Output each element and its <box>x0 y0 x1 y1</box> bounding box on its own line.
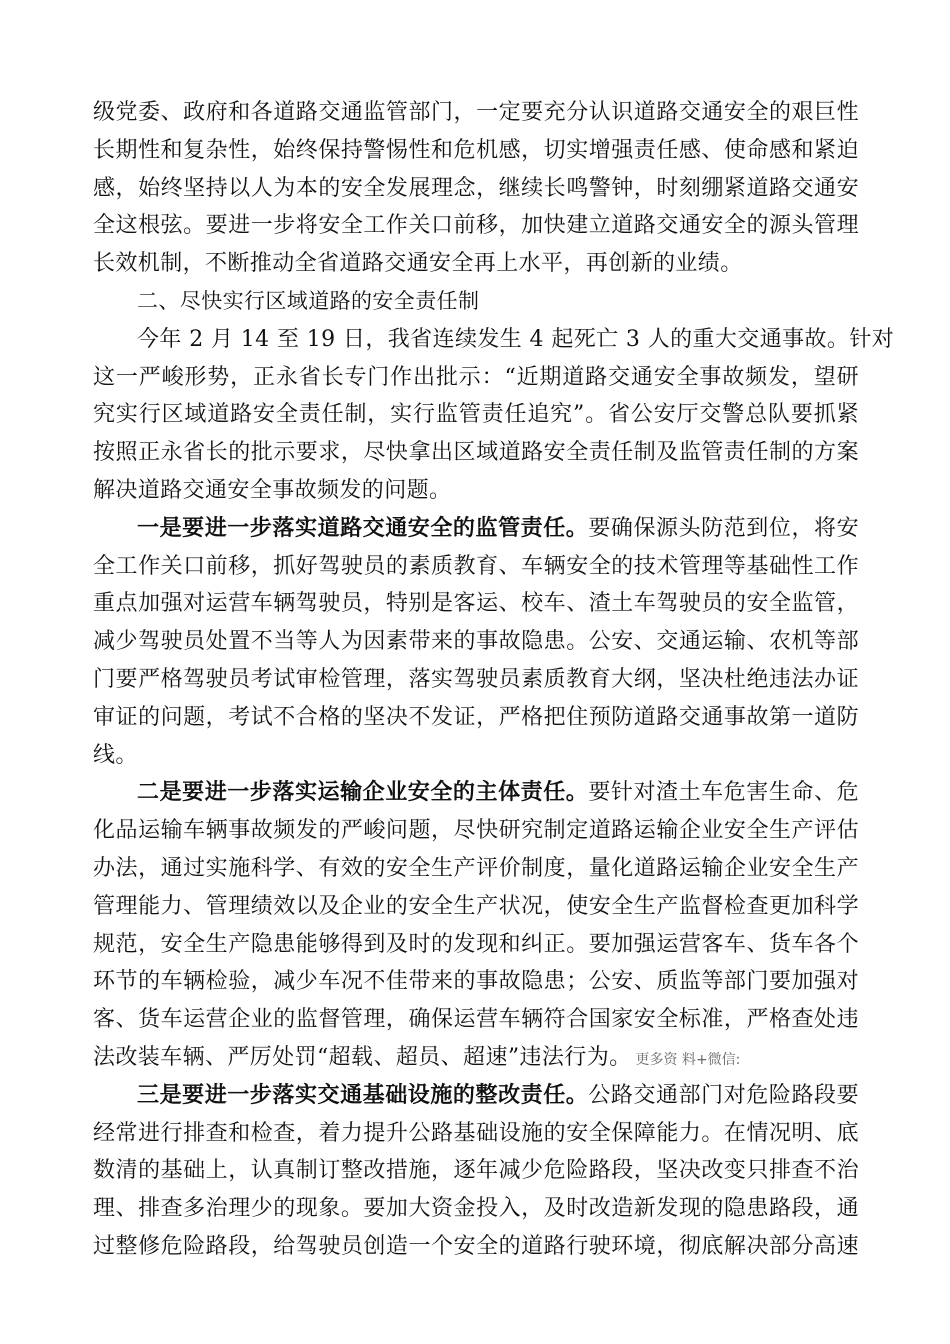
text-line: 感，始终坚持以人为本的安全发展理念，继续长鸣警钟，时刻绷紧道路交通安 <box>93 175 859 201</box>
point-one-paragraph <box>93 510 859 775</box>
text-line: 管理能力、管理绩效以及企业的安全生产状况，使安全生产监督检查更加科学 <box>93 893 859 919</box>
point-three-lead: 三是要进一步落实交通基础设施的整改责任。 <box>137 1081 589 1108</box>
text-line: 数清的基础上，认真制订整改措施，逐年减少危险路段，坚决改变只排查不治 <box>93 1158 859 1184</box>
text-line: 审证的问题，考试不合格的坚决不发证，严格把住预防道路交通事故第一道防 <box>93 704 859 730</box>
text-line: 客、货车运营企业的监督管理，确保运营车辆符合国家安全标准，严格查处违 <box>93 1007 859 1033</box>
point-one-first-rest: 要确保源头防范到位，将安 <box>588 515 859 541</box>
text-line: 按照正永省长的批示要求，尽快拿出区域道路安全责任制及监管责任制的方案 <box>93 440 859 466</box>
section-heading: 二、尽快实行区域道路的安全责任制 <box>137 288 480 313</box>
text-line <box>93 1039 859 1077</box>
point-two-paragraph <box>93 774 859 1076</box>
text-line: 解决道路交通安全事故频发的问题。 <box>93 477 452 503</box>
watermark-text: 更多资 料+微信: <box>635 1051 741 1068</box>
text-line: 今年 2 月 14 至 19 日，我省连续发生 4 起死亡 3 人的重大交通事故。针对 <box>137 326 895 352</box>
point-two-first-rest: 要针对渣土车危害生命、危 <box>588 780 859 806</box>
point-three-paragraph <box>93 1077 859 1266</box>
text-line: 办法，通过实施科学、有效的安全生产评价制度，量化道路运输企业安全生产 <box>93 855 859 881</box>
text-line: 级党委、政府和各道路交通监管部门，一定要充分认识道路交通安全的艰巨性 <box>93 100 859 125</box>
point-one-lead: 一是要进一步落实道路交通安全的监管责任。 <box>137 514 589 541</box>
text-line: 理、排查多治理少的现象。要加大资金投入，及时改造新发现的隐患路段，通 <box>93 1196 859 1222</box>
text-line: 究实行区域道路安全责任制，实行监管责任追究”。省公安厅交警总队要抓紧 <box>93 402 859 428</box>
text-line: 环节的车辆检验，减少车况不佳带来的事故隐患；公安、质监等部门要加强对 <box>93 969 859 995</box>
document-page <box>93 94 895 1266</box>
text-line: 门要严格驾驶员考试审检管理，落实驾驶员素质教育大纲，坚决杜绝违法办证 <box>93 666 859 692</box>
point-two-last-line: 法改装车辆、严厉处罚“超载、超员、超速”违法行为。 <box>93 1044 632 1070</box>
text-line: 减少驾驶员处置不当等人为因素带来的事故隐患。公安、交通运输、农机等部 <box>93 629 859 655</box>
text-line: 全这根弦。要进一步将安全工作关口前移，加快建立道路交通安全的源头管理 <box>93 213 859 239</box>
text-line: 这一严峻形势，正永省长专门作出批示：“近期道路交通安全事故频发，望研 <box>93 364 859 390</box>
text-line <box>93 1077 859 1115</box>
text-line: 线。 <box>93 742 138 768</box>
intro-paragraph <box>93 94 859 283</box>
text-line: 长效机制，不断推动全省道路交通安全再上水平，再创新的业绩。 <box>93 251 743 277</box>
text-line: 经常进行排查和检查，着力提升公路基础设施的安全保障能力。在情况明、底 <box>93 1120 859 1146</box>
text-line: 化品运输车辆事故频发的严峻问题，尽快研究制定道路运输企业安全生产评估 <box>93 818 859 844</box>
point-three-first-rest: 公路交通部门对危险路段要 <box>588 1082 859 1108</box>
text-line <box>93 774 859 812</box>
text-line: 重点加强对运营车辆驾驶员，特别是客运、校车、渣土车驾驶员的安全监管， <box>93 591 859 617</box>
text-line <box>93 510 859 548</box>
section-paragraph <box>93 321 895 510</box>
text-line: 全工作关口前移，抓好驾驶员的素质教育、车辆安全的技术管理等基础性工作 <box>93 553 859 579</box>
text-line: 规范，安全生产隐患能够得到及时的发现和纠正。要加强运营客车、货车各个 <box>93 931 859 957</box>
text-line: 长期性和复杂性，始终保持警惕性和危机感，切实增强责任感、使命感和紧迫 <box>93 137 859 163</box>
point-two-lead: 二是要进一步落实运输企业安全的主体责任。 <box>137 779 589 806</box>
text-line: 过整修危险路段，给驾驶员创造一个安全的道路行驶环境，彻底解决部分高速 <box>93 1233 859 1259</box>
